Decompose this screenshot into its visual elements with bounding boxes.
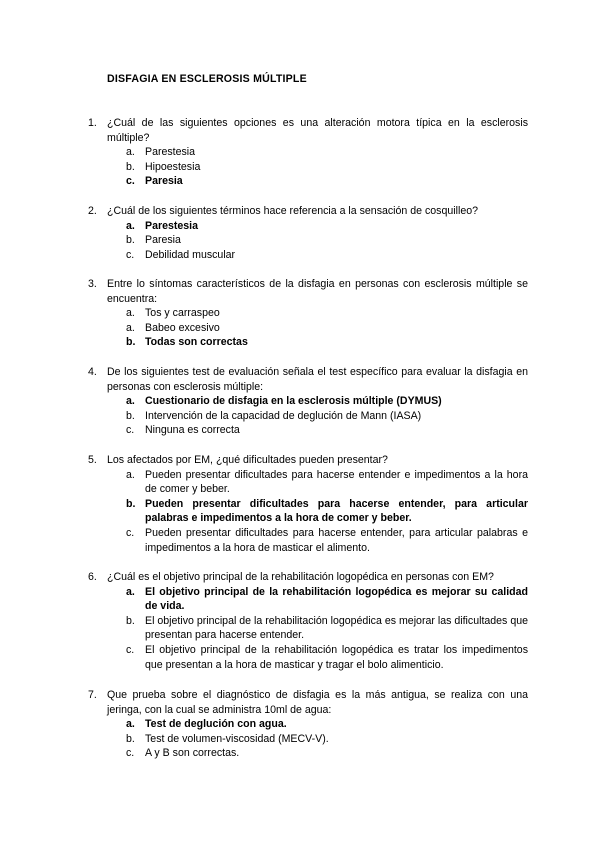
option-letter: b. <box>126 497 136 510</box>
option-text: Todas son correctas <box>145 336 248 349</box>
option-text: Parestesia <box>145 219 199 232</box>
options-list <box>88 585 528 673</box>
option <box>88 526 528 555</box>
option-letter: a. <box>126 146 135 159</box>
option-text: El objetivo principal de la rehabilitación logopédica es tratar los impedimentos que presentan a la hora de masticar y tragar el bolo alimenticio. <box>145 643 528 671</box>
option-text: Paresia <box>145 175 183 188</box>
question-3 <box>88 277 528 350</box>
question-number: 7. <box>88 689 97 701</box>
question-text: 4. De los siguientes test de evaluación señala el test específico para evaluar la disfagia en personas con esclerosis múltiple: <box>88 366 528 393</box>
option-letter: c. <box>126 248 135 261</box>
question-number: 6. <box>88 571 97 583</box>
option <box>88 614 528 643</box>
document-title: DISFAGIA EN ESCLEROSIS MÚLTIPLE <box>107 73 307 85</box>
option-letter: b. <box>126 732 135 745</box>
option-text: Ninguna es correcta <box>145 424 240 437</box>
question-text: 7. Que prueba sobre el diagnóstico de disfagia es la más antigua, se realiza con una jeringa, con la cual se administra 10ml de agua: <box>88 689 528 716</box>
option-text: El objetivo principal de la rehabilitación logopédica es mejorar su calidad de vida. <box>145 585 528 613</box>
option-correct <box>88 585 528 614</box>
option-letter: b. <box>126 336 136 349</box>
option-letter: a. <box>126 585 135 598</box>
question-number: 3. <box>88 278 97 290</box>
option-text: Parestesia <box>145 146 196 159</box>
option-text: Pueden presentar dificultades para hacerse entender, para articular palabras e impedimentos a la hora de comer y beber. <box>145 497 528 525</box>
option-text: Cuestionario de disfagia en la esclerosis múltiple (DYMUS) <box>145 395 442 408</box>
options-list <box>88 219 528 263</box>
option <box>88 160 528 175</box>
option-letter: c. <box>126 747 135 760</box>
option-text: Tos y carraspeo <box>145 307 220 320</box>
options-list <box>88 145 528 189</box>
question-number: 2. <box>88 205 97 217</box>
option <box>88 409 528 424</box>
option-letter: c. <box>126 424 135 437</box>
option-text: Intervención de la capacidad de deglución de Mann (IASA) <box>145 409 422 422</box>
question-4 <box>88 365 528 438</box>
option <box>88 732 528 747</box>
option <box>88 423 528 438</box>
question-text: 1. ¿Cuál de las siguientes opciones es una alteración motora típica en la esclerosis múltiple? <box>88 117 528 144</box>
option <box>88 306 528 321</box>
options-list <box>88 306 528 350</box>
question-5 <box>88 453 528 555</box>
option <box>88 643 528 672</box>
option-text: Test de volumen-viscosidad (MECV-V). <box>145 732 329 745</box>
option-text: El objetivo principal de la rehabilitación logopédica es mejorar las dificultades que presentan para hacerse entender. <box>145 614 528 642</box>
option-text: Pueden presentar dificultades para hacerse entender e impedimentos a la hora de comer y beber. <box>145 468 528 496</box>
option-correct <box>88 219 528 234</box>
question-text: 5. Los afectados por EM, ¿qué dificultades pueden presentar? <box>88 454 388 466</box>
option-letter: c. <box>126 643 135 656</box>
option <box>88 468 528 497</box>
option-text: Debilidad muscular <box>145 248 236 261</box>
option <box>88 145 528 160</box>
option <box>88 321 528 336</box>
question-1 <box>88 116 528 189</box>
option-text: A y B son correctas. <box>145 747 240 760</box>
option-letter: b. <box>126 160 135 173</box>
option-letter: b. <box>126 234 135 247</box>
option-text: Paresia <box>145 234 181 247</box>
option-text: Babeo excesivo <box>145 321 220 334</box>
option-letter: c. <box>126 526 135 539</box>
question-text: 3. Entre lo síntomas característicos de la disfagia en personas con esclerosis múltiple se encuentra: <box>88 278 528 305</box>
option-letter: a. <box>126 395 135 408</box>
question-text: 6. ¿Cuál es el objetivo principal de la rehabilitación logopédica en personas con EM? <box>88 571 494 583</box>
option-letter: a. <box>126 307 135 320</box>
option-letter: a. <box>126 219 135 232</box>
question-number: 1. <box>88 117 97 129</box>
option-letter: a. <box>126 321 135 334</box>
options-list <box>88 717 528 761</box>
option-correct <box>88 394 528 409</box>
question-number: 5. <box>88 454 97 466</box>
options-list <box>88 468 528 556</box>
option <box>88 746 528 761</box>
option-text: Hipoestesia <box>145 160 201 173</box>
option-text: Test de deglución con agua. <box>145 718 287 731</box>
option-letter: a. <box>126 718 135 731</box>
question-number: 4. <box>88 366 97 378</box>
question-2 <box>88 204 528 262</box>
options-list <box>88 394 528 438</box>
question-text: 2. ¿Cuál de los siguientes términos hace referencia a la sensación de cosquilleo? <box>88 205 478 217</box>
question-6 <box>88 570 528 672</box>
option-letter: b. <box>126 409 135 422</box>
option-correct <box>88 497 528 526</box>
option-letter: a. <box>126 468 135 481</box>
question-7 <box>88 688 528 761</box>
option-correct <box>88 335 528 350</box>
option-text: Pueden presentar dificultades para hacerse entender, para articular palabras e impedimentos a la hora de masticar el alimento. <box>145 526 528 554</box>
option-letter: c. <box>126 175 135 188</box>
option <box>88 248 528 263</box>
option-letter: b. <box>126 614 135 627</box>
option <box>88 233 528 248</box>
option-correct <box>88 174 528 189</box>
option-correct <box>88 717 528 732</box>
